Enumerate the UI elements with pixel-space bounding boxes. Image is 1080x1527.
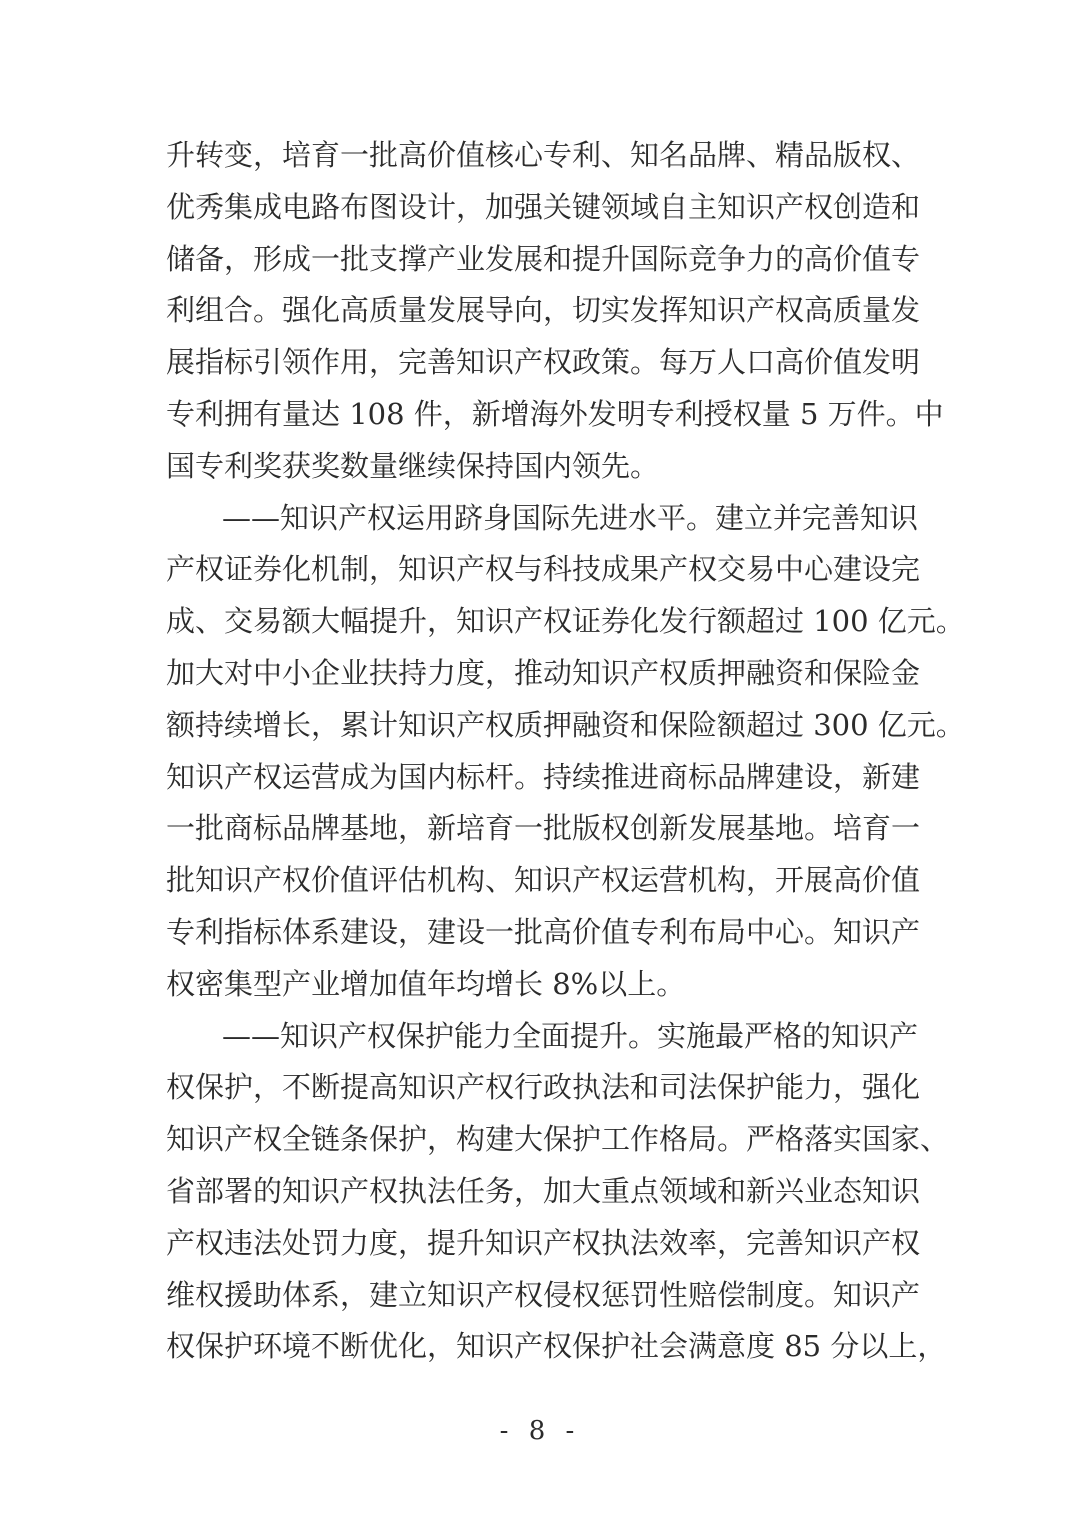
text-line: 优秀集成电路布图设计，加强关键领域自主知识产权创造和 — [166, 189, 921, 224]
text-line: 国专利奖获奖数量继续保持国内领先。 — [166, 448, 660, 483]
page-number: - 8 - — [499, 1416, 581, 1446]
text-line: 权保护环境不断优化，知识产权保护社会满意度 85 分以上， — [166, 1329, 947, 1364]
text-line: 知识产权运营成为国内标杆。持续推进商标品牌建设，新建 — [166, 759, 921, 794]
text-line: 专利拥有量达 108 件，新增海外发明专利授权量 5 万件。中 — [166, 396, 944, 431]
text-line: 省部署的知识产权执法任务，加大重点领域和新兴业态知识 — [166, 1173, 921, 1208]
text-line: 成、交易额大幅提升，知识产权证券化发行额超过 100 亿元。 — [166, 604, 965, 639]
text-line: 权密集型产业增加值年均增长 8%以上。 — [166, 966, 686, 1001]
text-line: 储备，形成一批支撑产业发展和提升国际竞争力的高价值专 — [166, 241, 921, 276]
text-line: 加大对中小企业扶持力度，推动知识产权质押融资和保险金 — [166, 655, 921, 690]
text-line: 权保护，不断提高知识产权行政执法和司法保护能力，强化 — [166, 1070, 921, 1105]
text-line: 批知识产权价值评估机构、知识产权运营机构，开展高价值 — [166, 863, 921, 898]
text-line: 升转变，培育一批高价值核心专利、知名品牌、精品版权、 — [166, 138, 921, 172]
text-line: 产权违法处罚力度，提升知识产权执法效率，完善知识产权 — [166, 1225, 921, 1260]
text-line: 额持续增长，累计知识产权质押融资和保险额超过 300 亿元。 — [166, 707, 965, 742]
body-text — [166, 130, 965, 1373]
text-line: 一批商标品牌基地，新培育一批版权创新发展基地。培育一 — [166, 811, 921, 846]
text-line: 展指标引领作用，完善知识产权政策。每万人口高价值发明 — [166, 345, 921, 380]
text-line: 利组合。强化高质量发展导向，切实发挥知识产权高质量发 — [166, 293, 921, 328]
text-line: 产权证券化机制，知识产权与科技成果产权交易中心建设完 — [166, 552, 921, 587]
text-line: 专利指标体系建设，建设一批高价值专利布局中心。知识产 — [166, 914, 921, 949]
paragraph-heading-line: ——知识产权运用跻身国际先进水平。建立并完善知识 — [222, 500, 919, 535]
paragraph-heading-line: ——知识产权保护能力全面提升。实施最严格的知识产 — [222, 1018, 919, 1053]
text-line: 知识产权全链条保护，构建大保护工作格局。严格落实国家、 — [166, 1122, 950, 1157]
text-line: 维权援助体系，建立知识产权侵权惩罚性赔偿制度。知识产 — [166, 1277, 921, 1312]
